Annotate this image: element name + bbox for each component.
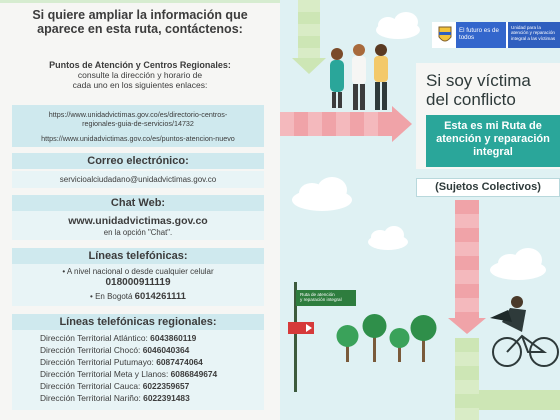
unit-name: Unidad para la atención y reparación integral a las víctimas	[508, 22, 560, 48]
phones-body	[12, 264, 264, 306]
regional-number[interactable]: 6022359657	[142, 381, 190, 391]
regional-label: Dirección Territorial Nariño:	[40, 393, 141, 403]
sign-line-2: y reparación integral	[300, 297, 342, 302]
puntos-desc-line-2: cada uno en los siguientes enlaces:	[72, 80, 208, 90]
regional-row	[40, 369, 217, 379]
chat-url[interactable]: www.unidadvictimas.gov.co	[68, 215, 208, 227]
regional-label: Dirección Territorial Cauca:	[40, 381, 141, 391]
tree-icon	[390, 328, 410, 362]
regional-row	[40, 393, 190, 403]
directory-link-line-2[interactable]: regionales-guia-de-servicios/14732	[82, 119, 194, 128]
phone-bogota-label: • En Bogotá	[90, 292, 133, 301]
phone-national-text: • A nivel nacional o desde cualquier celular	[62, 267, 214, 276]
phones-header: Líneas telefónicas:	[12, 248, 264, 264]
title-line-2: del conflicto	[426, 90, 516, 109]
regional-label: Dirección Territorial Meta y Llanos:	[40, 369, 169, 379]
government-slogan: El futuro es de todos	[456, 22, 506, 48]
regional-number[interactable]: 6022391483	[143, 393, 190, 403]
chat-header: Chat Web:	[12, 195, 264, 211]
people-illustration	[330, 44, 388, 110]
path-segment-pink-vertical	[448, 200, 486, 334]
heading-line-2: aparece en esta ruta, contáctenos:	[37, 22, 243, 36]
path-segment-green	[292, 0, 326, 74]
regional-label: Dirección Territorial Chocó:	[40, 345, 141, 355]
heading-line-1: Si quiere ampliar la información que	[32, 8, 248, 22]
email-header: Correo electrónico:	[12, 153, 264, 169]
directory-link[interactable]	[12, 110, 264, 128]
sign-line-1: Ruta de atención	[300, 292, 335, 297]
regional-number[interactable]: 6087474064	[156, 357, 203, 367]
title-box	[416, 63, 560, 169]
subtitle: Esta es mi Ruta de atención y reparación integral	[426, 115, 560, 167]
tree-icon	[337, 325, 359, 362]
regional-row	[40, 345, 189, 355]
regional-number[interactable]: 6086849674	[170, 369, 218, 379]
regional-number[interactable]: 6043860119	[150, 333, 197, 343]
path-segment-pink	[280, 106, 412, 142]
regional-row	[40, 357, 203, 367]
cloud-icon	[292, 177, 352, 211]
chat-hint: en la opción "Chat".	[103, 228, 173, 237]
title-line-1: Si soy víctima	[426, 71, 531, 90]
cloud-icon	[376, 12, 420, 39]
phone-bogota-number[interactable]: 6014261111	[134, 291, 186, 302]
regional-row	[40, 381, 189, 391]
regional-label: Dirección Territorial Atlántico:	[40, 333, 148, 343]
cloud-icon	[490, 248, 546, 280]
phone-bogota	[12, 291, 264, 302]
audience-label: (Sujetos Colectivos)	[416, 178, 560, 197]
puntos-desc-line-1: consulte la dirección y horario de	[77, 70, 203, 80]
email-value[interactable]: servicioalciudadano@unidadvictimas.gov.co	[12, 171, 264, 188]
puntos-title: Puntos de Atención y Centros Regionales:	[49, 60, 231, 70]
cover-panel	[280, 0, 560, 420]
cyclist-illustration	[490, 296, 558, 366]
regional-number[interactable]: 6046040364	[142, 345, 190, 355]
contact-heading	[8, 8, 272, 36]
regional-header: Líneas telefónicas regionales:	[12, 314, 264, 330]
puntos-description	[40, 70, 240, 90]
route-sign	[296, 290, 356, 306]
coat-of-arms-icon	[435, 24, 455, 46]
directory-link-line-1[interactable]: https://www.unidadvictimas.gov.co/es/directorio-centros-	[48, 110, 228, 119]
chat-body	[12, 211, 264, 240]
attention-points-link[interactable]: https://www.unidadvictimas.gov.co/es/puntos-atencion-nuevo	[41, 134, 235, 143]
phone-national-number[interactable]: 018000911119	[105, 277, 171, 288]
tree-icon	[363, 314, 387, 362]
regional-row	[40, 333, 196, 343]
links-box	[12, 105, 264, 147]
top-strip	[0, 0, 280, 3]
cloud-icon	[368, 226, 408, 250]
regional-label: Dirección Territorial Putumayo:	[40, 357, 154, 367]
tree-icon	[411, 315, 437, 362]
regional-body	[12, 330, 264, 410]
